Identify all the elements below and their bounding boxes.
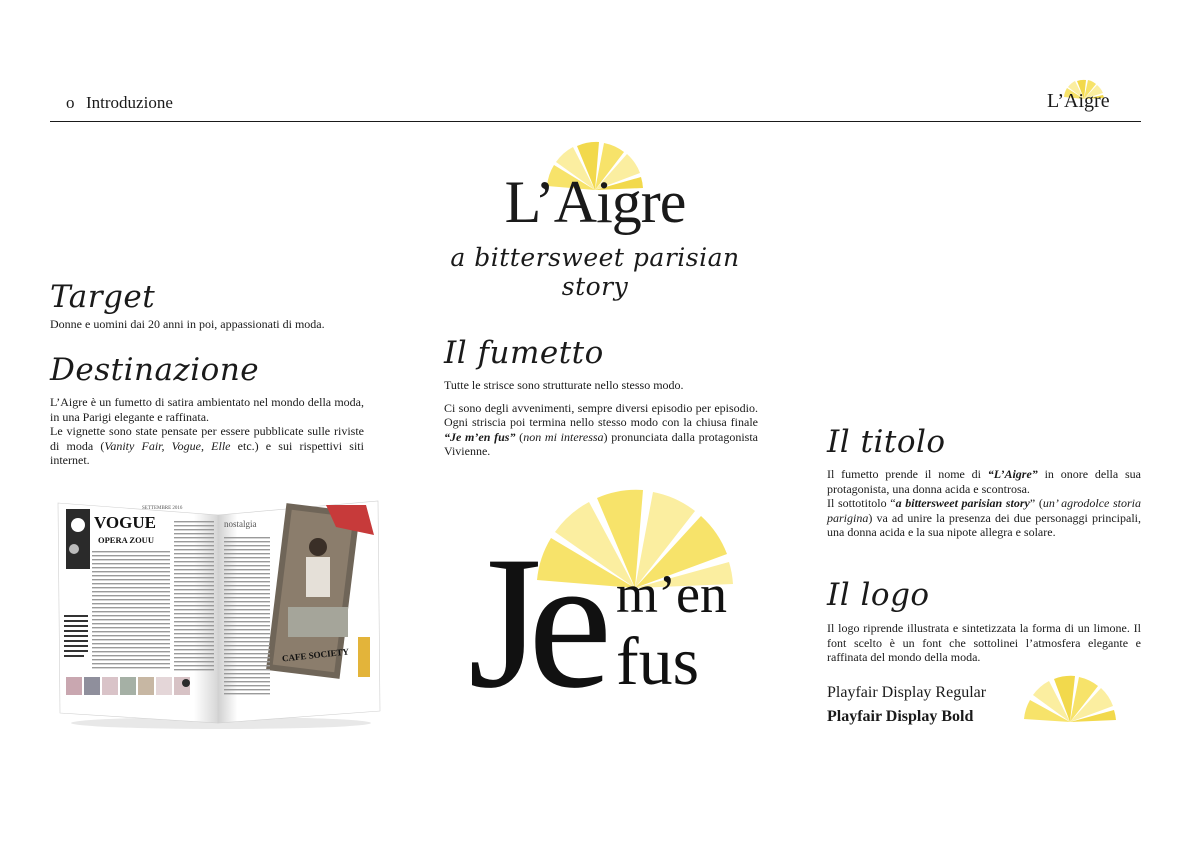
main-title: L’Aigre [504,169,686,235]
main-subtitle: a bittersweet parisian story [450,243,740,301]
destinazione-p2: Le vignette sono state pensate per essere pubblicate sulle riviste di moda (Vanity Fair, Vogue, Elle etc.) e sui rispettivi siti internet. [50,424,364,467]
magazine-date: SETTEMBRE 2016 [142,506,183,511]
header-logo-text: L’Aigre [1047,90,1110,112]
section-number: o [66,93,75,112]
jemenfus-je: Je [468,518,599,728]
magazine-caption: CAFE SOCIETY [281,646,350,664]
fumetto-p1: Tutte le strisce sono strutturate nello stesso modo. [444,378,684,392]
magazine-right-heading: nostalgia [224,519,257,529]
logo-text: Il logo riprende illustrata e sintetizzata la forma di un limone. Il font scelto è un font che sottolinei l’atmosfera elegante e raffinata del mondo della moda. [827,621,1141,664]
titolo-p1: Il fumetto prende il nome di “L’Aigre” in onore della sua protagonista, una donna acida e scontrosa. [827,467,1141,496]
destinazione-heading: Destinazione [50,352,260,388]
font-bold-sample: Playfair Display Bold [827,708,974,725]
titolo-heading: Il titolo [827,424,946,460]
target-heading: Target [50,279,156,315]
logo-heading: Il logo [827,577,930,613]
jemenfus-fus: fus [616,623,700,699]
magazine-headline: OPERA ZOUU [98,535,154,545]
titolo-p2: Il sottotitolo “a bittersweet parisian story” (un’ agrodolce storia parigina) va ad unire la presenza dei due personaggi principali, una donna acida e la sua nipote allegra e solare. [827,496,1141,539]
section-title: Introduzione [86,93,173,112]
fumetto-p2: Ci sono degli avvenimenti, sempre diversi episodio per episodio. Ogni striscia poi termina nello stesso modo con la chiusa finale “Je m’en fus” (non mi interessa) pronunciata dalla protagonista Vivienne. [444,400,758,458]
jemenfus-men: m’en [616,564,727,624]
jemenfus-logo [460,478,750,728]
destinazione-text [50,395,364,468]
fumetto-text [444,378,758,459]
magazine-image [56,497,382,731]
font-regular-sample: Playfair Display Regular [827,684,987,701]
magazine-masthead: VOGUE [94,513,156,532]
target-text: Donne e uomini dai 20 anni in poi, appassionati di moda. [50,317,325,331]
header-divider [50,121,1141,122]
fumetto-heading: Il fumetto [444,335,604,371]
lemon-logo-icon-sample [1022,674,1118,724]
destinazione-p1: L’Aigre è un fumetto di satira ambientato nel mondo della moda, in una Parigi elegante e raffinata. [50,395,364,424]
titolo-text [827,467,1141,540]
